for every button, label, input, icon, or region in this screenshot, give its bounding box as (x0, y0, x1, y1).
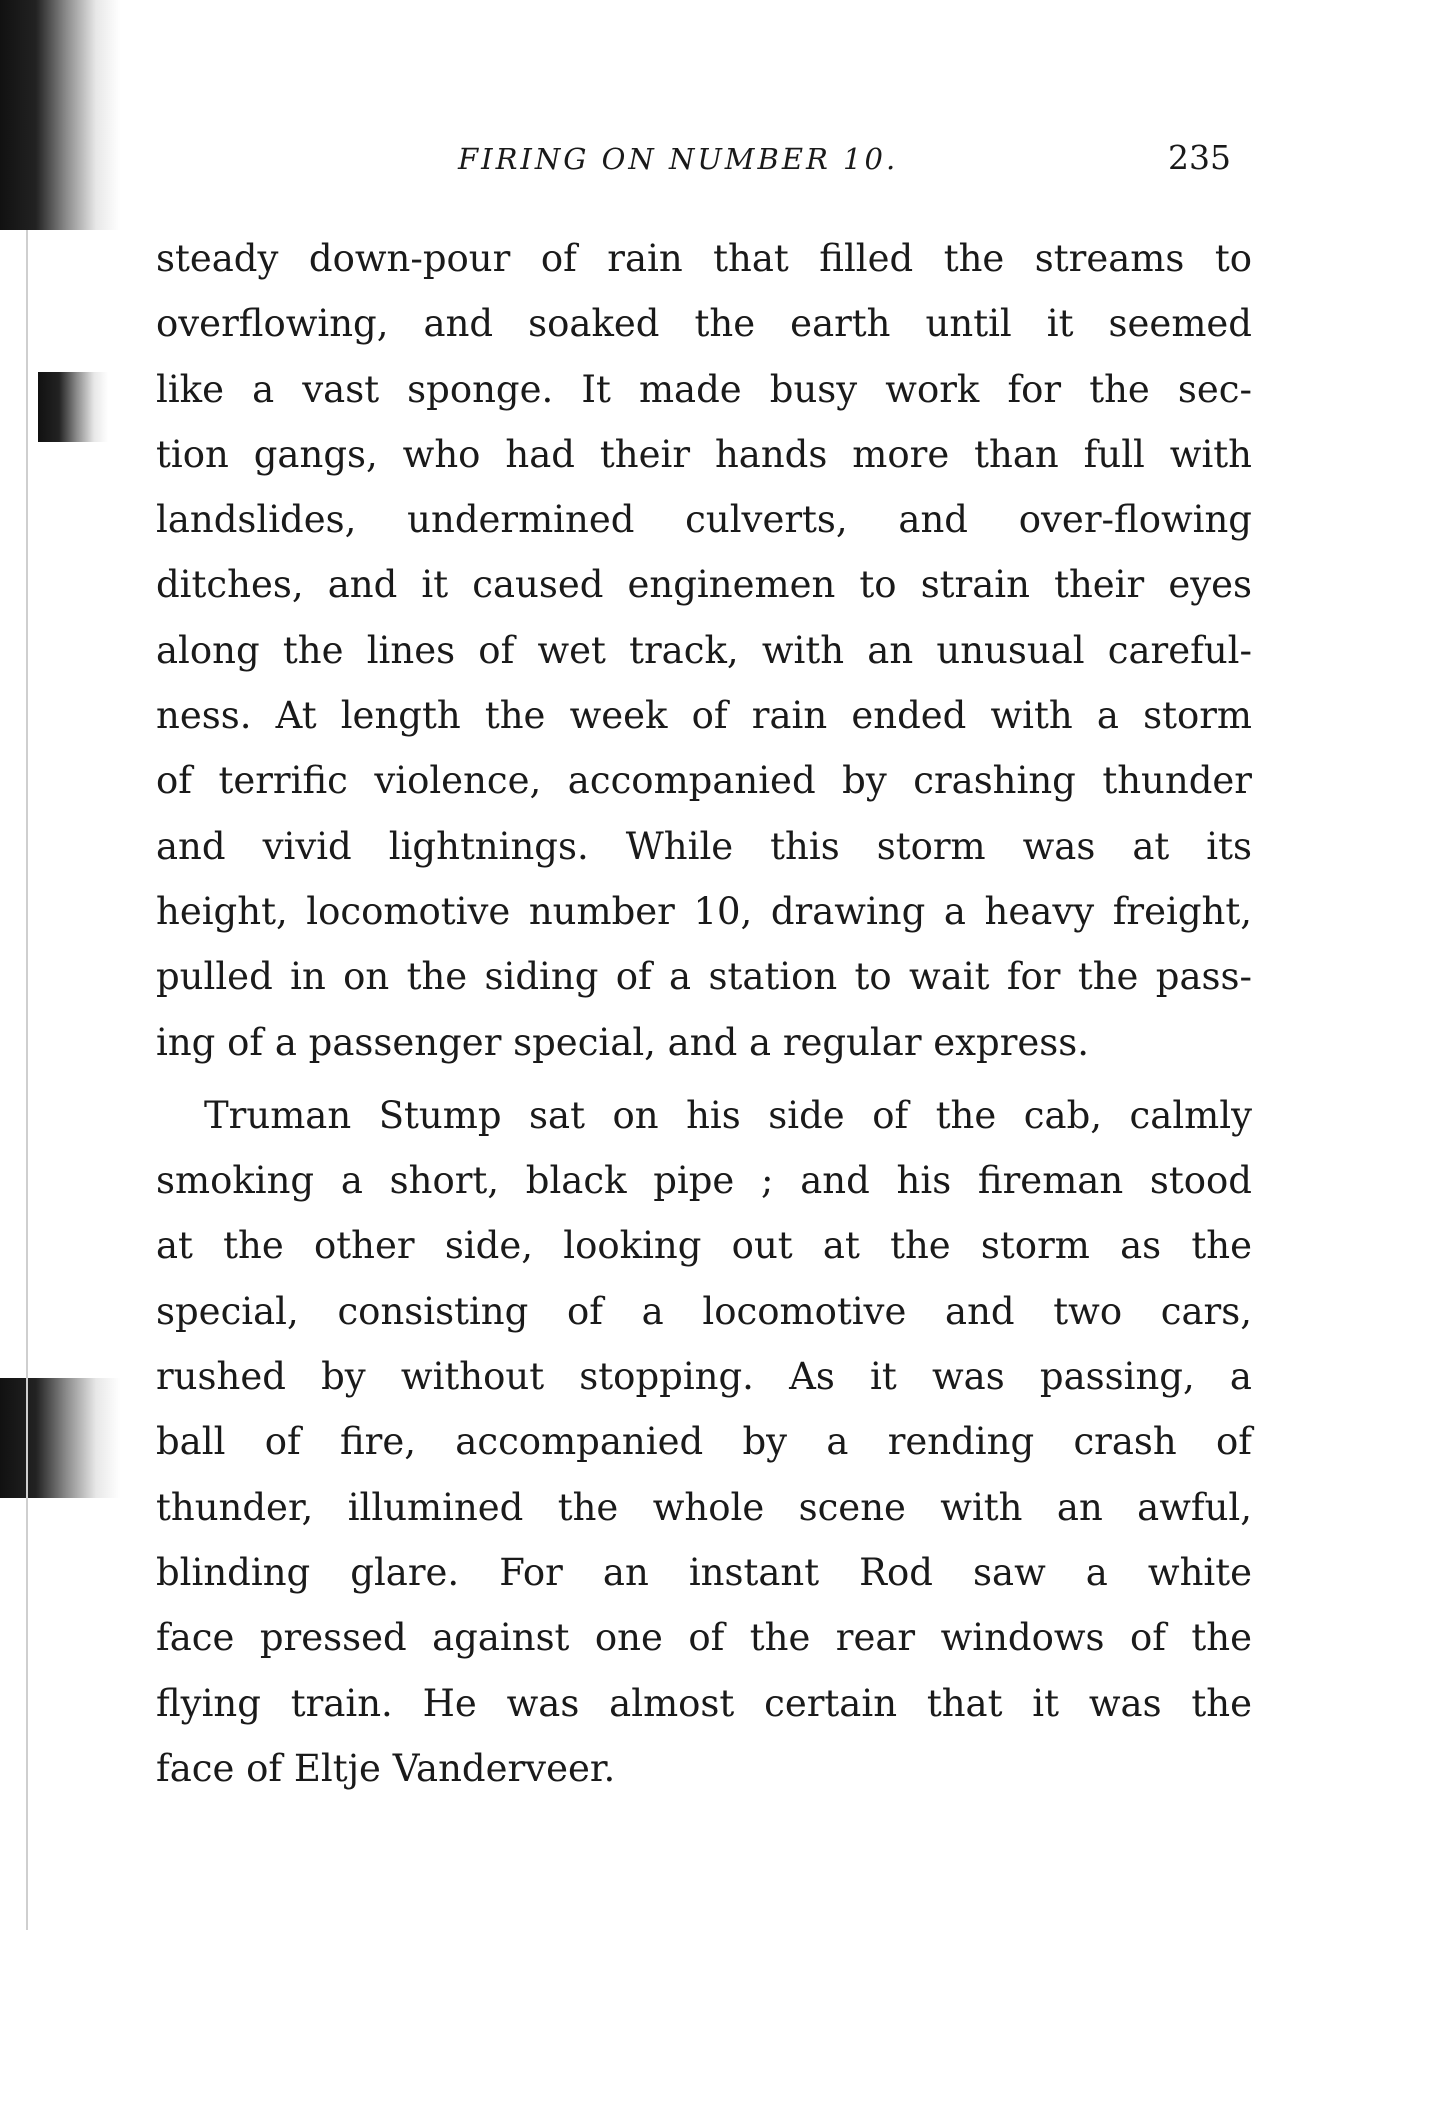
text-line: ball of fire, accompanied by a rending crash of (156, 1420, 1252, 1464)
binding-shadow (0, 0, 120, 230)
text-line: landslides, undermined culverts, and over-flowing (156, 498, 1252, 542)
text-line: pulled in on the siding of a station to wait for the pass- (156, 955, 1252, 999)
text-line: ing of a passenger special, and a regular express. (156, 1020, 1090, 1064)
text-line: ditches, and it caused enginemen to strain their eyes (156, 563, 1252, 607)
binding-shadow (0, 1378, 120, 1498)
page-number: 235 (1168, 138, 1231, 177)
text-line: rushed by without stopping. As it was passing, a (156, 1355, 1252, 1399)
text-line: Truman Stump sat on his side of the cab, calmly (204, 1093, 1252, 1137)
text-line: special, consisting of a locomotive and two cars, (156, 1289, 1252, 1333)
text-line: along the lines of wet track, with an unusual careful- (156, 628, 1252, 672)
text-line: at the other side, looking out at the storm as the (156, 1224, 1252, 1268)
text-line: face of Eltje Vanderveer. (156, 1746, 616, 1790)
text-line: overflowing, and soaked the earth until it seemed (156, 302, 1252, 346)
text-line: tion gangs, who had their hands more than full with (156, 432, 1252, 476)
text-line: and vivid lightnings. While this storm was at its (156, 824, 1252, 868)
text-line: face pressed against one of the rear windows of the (156, 1616, 1252, 1660)
body-text (156, 226, 1252, 1801)
binding-shadow (38, 372, 108, 442)
text-line: flying train. He was almost certain that it was the (156, 1681, 1252, 1725)
text-line: smoking a short, black pipe ; and his fireman stood (156, 1159, 1252, 1203)
running-head (0, 138, 1432, 182)
text-line: height, locomotive number 10, drawing a heavy freight, (156, 889, 1252, 933)
text-line: blinding glare. For an instant Rod saw a white (156, 1550, 1252, 1594)
text-line: like a vast sponge. It made busy work for the sec- (156, 367, 1252, 411)
text-line: thunder, illumined the whole scene with an awful, (156, 1485, 1252, 1529)
paragraph (156, 226, 1252, 1075)
text-line: of terrific violence, accompanied by crashing thunder (156, 759, 1252, 803)
binding-edge (26, 230, 28, 1930)
text-line: ness. At length the week of rain ended with a storm (156, 694, 1252, 738)
paragraph (156, 1083, 1252, 1801)
running-title: FIRING ON NUMBER 10. (458, 142, 899, 176)
text-line: steady down-pour of rain that filled the streams to (156, 237, 1252, 280)
